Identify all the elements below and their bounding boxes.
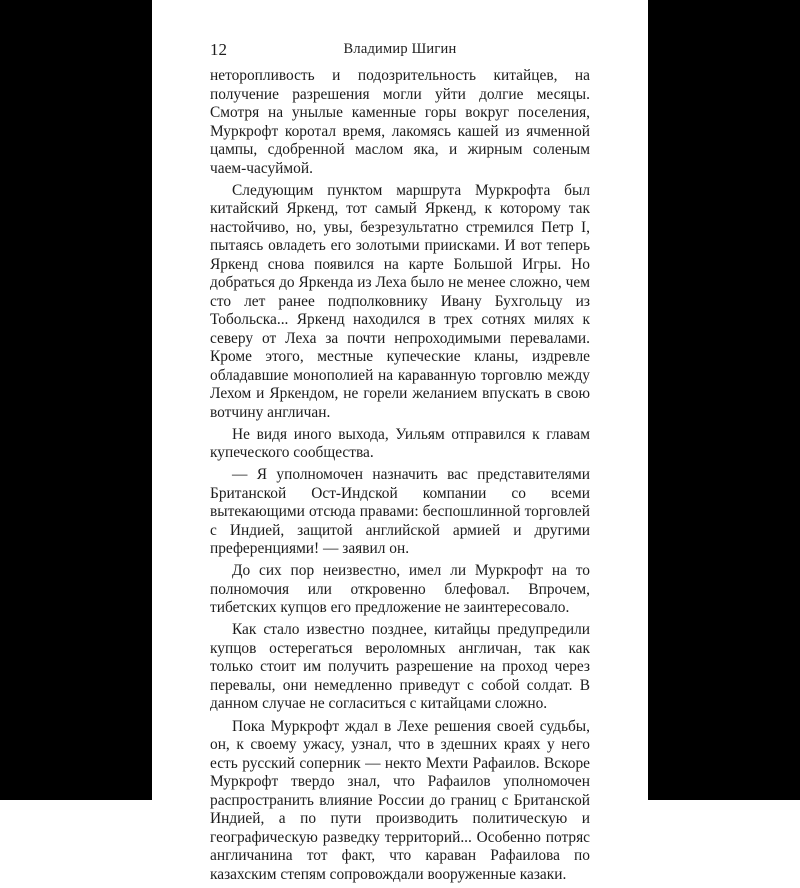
running-head-author: Владимир Шигин [343,41,457,57]
paragraph: Как стало известно позднее, китайцы предупредили купцов остерегаться вероломных англичан, так как только стоит им получить разрешение на проход через перевалы, они немедленно приведут с собой солдат. В данном случае не согласиться с китайцами сложно. [210,621,590,713]
paragraph: Пока Муркрофт ждал в Лехе решения своей судьбы, он, к своему ужасу, узнал, что в здешних краях у него есть русский соперник — некто Мехти Рафаилов. Вскоре Муркрофт твердо знал, что Рафаилов уполномочен распространить влияние России до границ с Британской Индией, а по пути производить политическую и географическую разведку территорий... Особенно потряс англичанина тот факт, что караван Рафаилова по казахским степям сопровождали вооруженные казаки. [210,717,590,883]
right-margin-bar [648,0,800,800]
paragraph: неторопливость и подозрительность китайцев, на получение разрешения могли уйти долгие месяцы. Смотря на унылые каменные горы вокруг поселения, Муркрофт коротал время, лакомясь кашей из ячменной цампы, сдобренной маслом яка, и жирным соленым чаем-часуймой. [210,67,590,177]
paragraph: — Я уполномочен назначить вас представителями Британской Ост-Индской компании со всеми вытекающими отсюда правами: беспошлинной торговлей с Индией, защитой английской армией и другими преференциями! — заявил он. [210,466,590,558]
paragraph: До сих пор неизвестно, имел ли Муркрофт на то полномочия или откровенно блефовал. Впрочем, тибетских купцов его предложение не заинтересовало. [210,562,590,617]
page-header [210,40,590,62]
page-body [210,67,590,888]
paragraph: Следующим пунктом маршрута Муркрофта был китайский Яркенд, тот самый Яркенд, к которому так настойчиво, но, увы, безрезультатно стремился Петр I, пытаясь овладеть его золотыми приисками. И вот теперь Яркенд снова появился на карте Большой Игры. Но добраться до Яркенда из Леха было не менее сложно, чем сто лет ранее подполковнику Ивану Бухгольцу из Тобольска... Яркенд находился в трех сотнях милях к северу от Леха за почти непроходимыми перевалами. Кроме этого, местные купеческие кланы, издревле обладавшие монополией на караванную торговлю между Лехом и Яркендом, не горели желанием впускать в свою вотчину англичан. [210,181,590,421]
page-number: 12 [210,40,227,59]
book-page [152,0,648,883]
left-margin-bar [0,0,152,800]
paragraph: Не видя иного выхода, Уильям отправился к главам купеческого сообщества. [210,425,590,462]
